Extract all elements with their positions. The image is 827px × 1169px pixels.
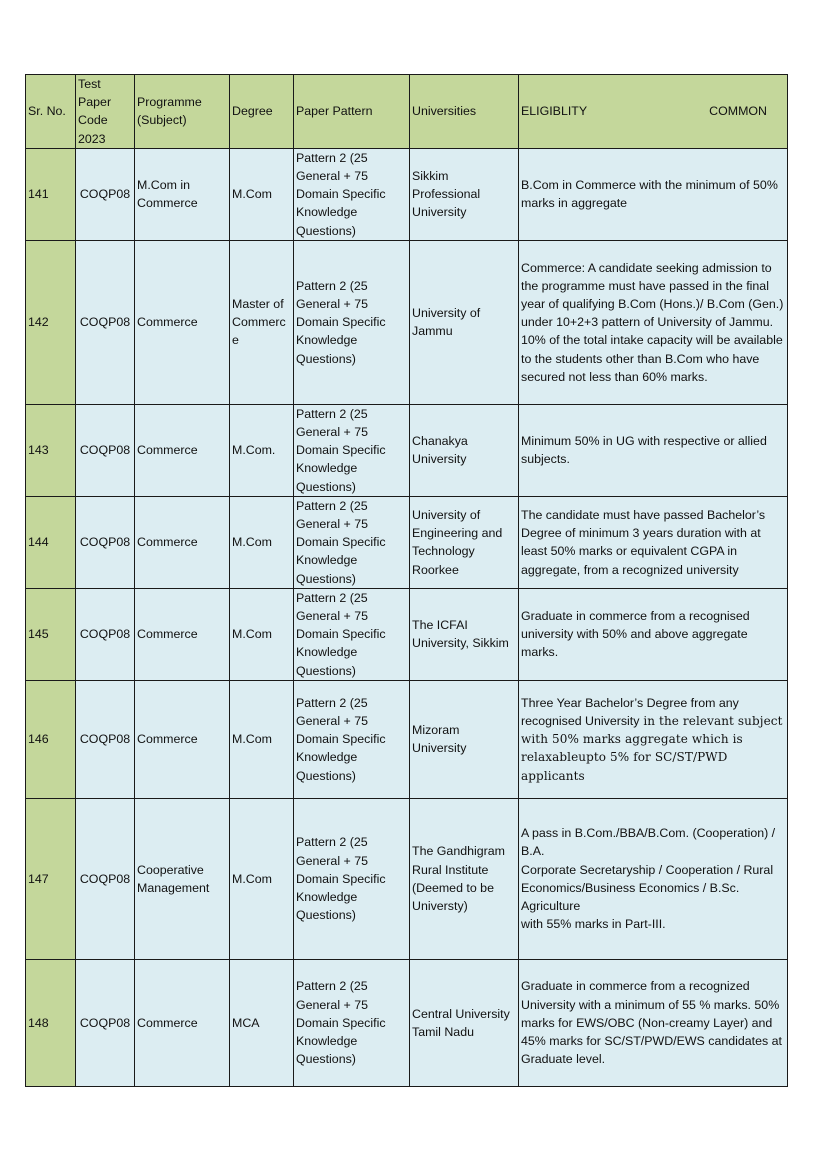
cell-paper-pattern: Pattern 2 (25 General + 75 Domain Specific Knowledge Questions): [294, 959, 410, 1086]
header-eligibility: [519, 75, 788, 149]
cell-programme: Commerce: [135, 496, 230, 588]
cell-test-paper-code: COQP08: [76, 240, 135, 404]
header-row: [26, 75, 788, 149]
table-row: [26, 404, 788, 496]
cell-sr-no: 147: [26, 798, 76, 959]
cell-eligibility: Graduate in commerce from a recognized University with a minimum of 55 % marks. 50% marks for EWS/OBC (Non-creamy Layer) and 45% marks for SC/ST/PWD/EWS candidates at Graduate level.: [519, 959, 788, 1086]
table-row: [26, 496, 788, 588]
cell-programme: M.Com in Commerce: [135, 148, 230, 240]
header-programme: Programme (Subject): [135, 75, 230, 149]
cell-programme: Cooperative Management: [135, 798, 230, 959]
cell-degree: M.Com: [230, 496, 294, 588]
cell-degree: M.Com: [230, 588, 294, 680]
table-row: [26, 680, 788, 798]
header-degree: Degree: [230, 75, 294, 149]
header-test-paper-code: Test Paper Code 2023: [76, 75, 135, 149]
header-universities: Universities: [410, 75, 519, 149]
cell-programme: Commerce: [135, 959, 230, 1086]
cell-test-paper-code: COQP08: [76, 404, 135, 496]
table-row: [26, 798, 788, 959]
cell-programme: Commerce: [135, 240, 230, 404]
cell-paper-pattern: Pattern 2 (25 General + 75 Domain Specific Knowledge Questions): [294, 404, 410, 496]
cell-paper-pattern: Pattern 2 (25 General + 75 Domain Specific Knowledge Questions): [294, 148, 410, 240]
cell-university: University of Jammu: [410, 240, 519, 404]
table-row: [26, 959, 788, 1086]
header-common-label: COMMON: [709, 104, 767, 119]
cell-test-paper-code: COQP08: [76, 798, 135, 959]
eligibility-table: [25, 74, 788, 1087]
cell-university: The ICFAI University, Sikkim: [410, 588, 519, 680]
cell-degree: M.Com.: [230, 404, 294, 496]
cell-university: The Gandhigram Rural Institute (Deemed to be Universty): [410, 798, 519, 959]
cell-test-paper-code: COQP08: [76, 680, 135, 798]
cell-programme: Commerce: [135, 404, 230, 496]
cell-degree: MCA: [230, 959, 294, 1086]
cell-sr-no: 146: [26, 680, 76, 798]
header-paper-pattern: Paper Pattern: [294, 75, 410, 149]
cell-sr-no: 144: [26, 496, 76, 588]
cell-paper-pattern: Pattern 2 (25 General + 75 Domain Specific Knowledge Questions): [294, 680, 410, 798]
header-eligibility-label: ELIGIBLITY: [521, 104, 588, 119]
cell-test-paper-code: COQP08: [76, 959, 135, 1086]
cell-paper-pattern: Pattern 2 (25 General + 75 Domain Specific Knowledge Questions): [294, 240, 410, 404]
cell-university: University of Engineering and Technology Roorkee: [410, 496, 519, 588]
cell-eligibility: Minimum 50% in UG with respective or allied subjects.: [519, 404, 788, 496]
cell-sr-no: 143: [26, 404, 76, 496]
eligibility-line: Corporate Secretaryship / Cooperation / Rural: [521, 862, 774, 877]
cell-paper-pattern: Pattern 2 (25 General + 75 Domain Specific Knowledge Questions): [294, 588, 410, 680]
eligibility-line: A pass in B.Com./BBA/B.Com. (Cooperation) / B.A.: [521, 826, 776, 859]
cell-test-paper-code: COQP08: [76, 496, 135, 588]
cell-paper-pattern: Pattern 2 (25 General + 75 Domain Specific Knowledge Questions): [294, 496, 410, 588]
cell-sr-no: 145: [26, 588, 76, 680]
table-row: [26, 240, 788, 404]
eligibility-text-serif: in the relevant subject with 50% marks aggregate which is relaxableupto 5% for SC/ST/PWD applicants: [521, 714, 783, 783]
cell-degree: Master of Commerce: [230, 240, 294, 404]
cell-university: Chanakya University: [410, 404, 519, 496]
cell-university: Sikkim Professional University: [410, 148, 519, 240]
cell-eligibility: The candidate must have passed Bachelor’s Degree of minimum 3 years duration with at least 50% marks or equivalent CGPA in aggregate, from a recognized university: [519, 496, 788, 588]
cell-paper-pattern: Pattern 2 (25 General + 75 Domain Specific Knowledge Questions): [294, 798, 410, 959]
cell-degree: M.Com: [230, 148, 294, 240]
cell-programme: Commerce: [135, 680, 230, 798]
table-row: [26, 148, 788, 240]
cell-degree: M.Com: [230, 798, 294, 959]
eligibility-text-sans: Three Year Bachelor’s Degree from any recognised University: [521, 695, 739, 729]
cell-eligibility: Commerce: A candidate seeking admission to the programme must have passed in the final year of qualifying B.Com (Hons.)/ B.Com (Gen.) under 10+2+3 pattern of University of Jammu. 10% of the total intake capacity will be available to the students other than B.Com who have secured not less than 60% marks.: [519, 240, 788, 404]
cell-sr-no: 148: [26, 959, 76, 1086]
cell-test-paper-code: COQP08: [76, 148, 135, 240]
cell-sr-no: 142: [26, 240, 76, 404]
table-row: [26, 588, 788, 680]
cell-university: Mizoram University: [410, 680, 519, 798]
cell-test-paper-code: COQP08: [76, 588, 135, 680]
cell-eligibility: [519, 798, 788, 959]
cell-programme: Commerce: [135, 588, 230, 680]
cell-eligibility: [519, 680, 788, 798]
cell-eligibility: Graduate in commerce from a recognised university with 50% and above aggregate marks.: [519, 588, 788, 680]
cell-sr-no: 141: [26, 148, 76, 240]
cell-eligibility: B.Com in Commerce with the minimum of 50% marks in aggregate: [519, 148, 788, 240]
cell-degree: M.Com: [230, 680, 294, 798]
eligibility-line: with 55% marks in Part-III.: [521, 917, 666, 932]
cell-university: Central University Tamil Nadu: [410, 959, 519, 1086]
eligibility-line: Economics/Business Economics / B.Sc. Agriculture: [521, 880, 740, 914]
header-sr-no: Sr. No.: [26, 75, 76, 149]
